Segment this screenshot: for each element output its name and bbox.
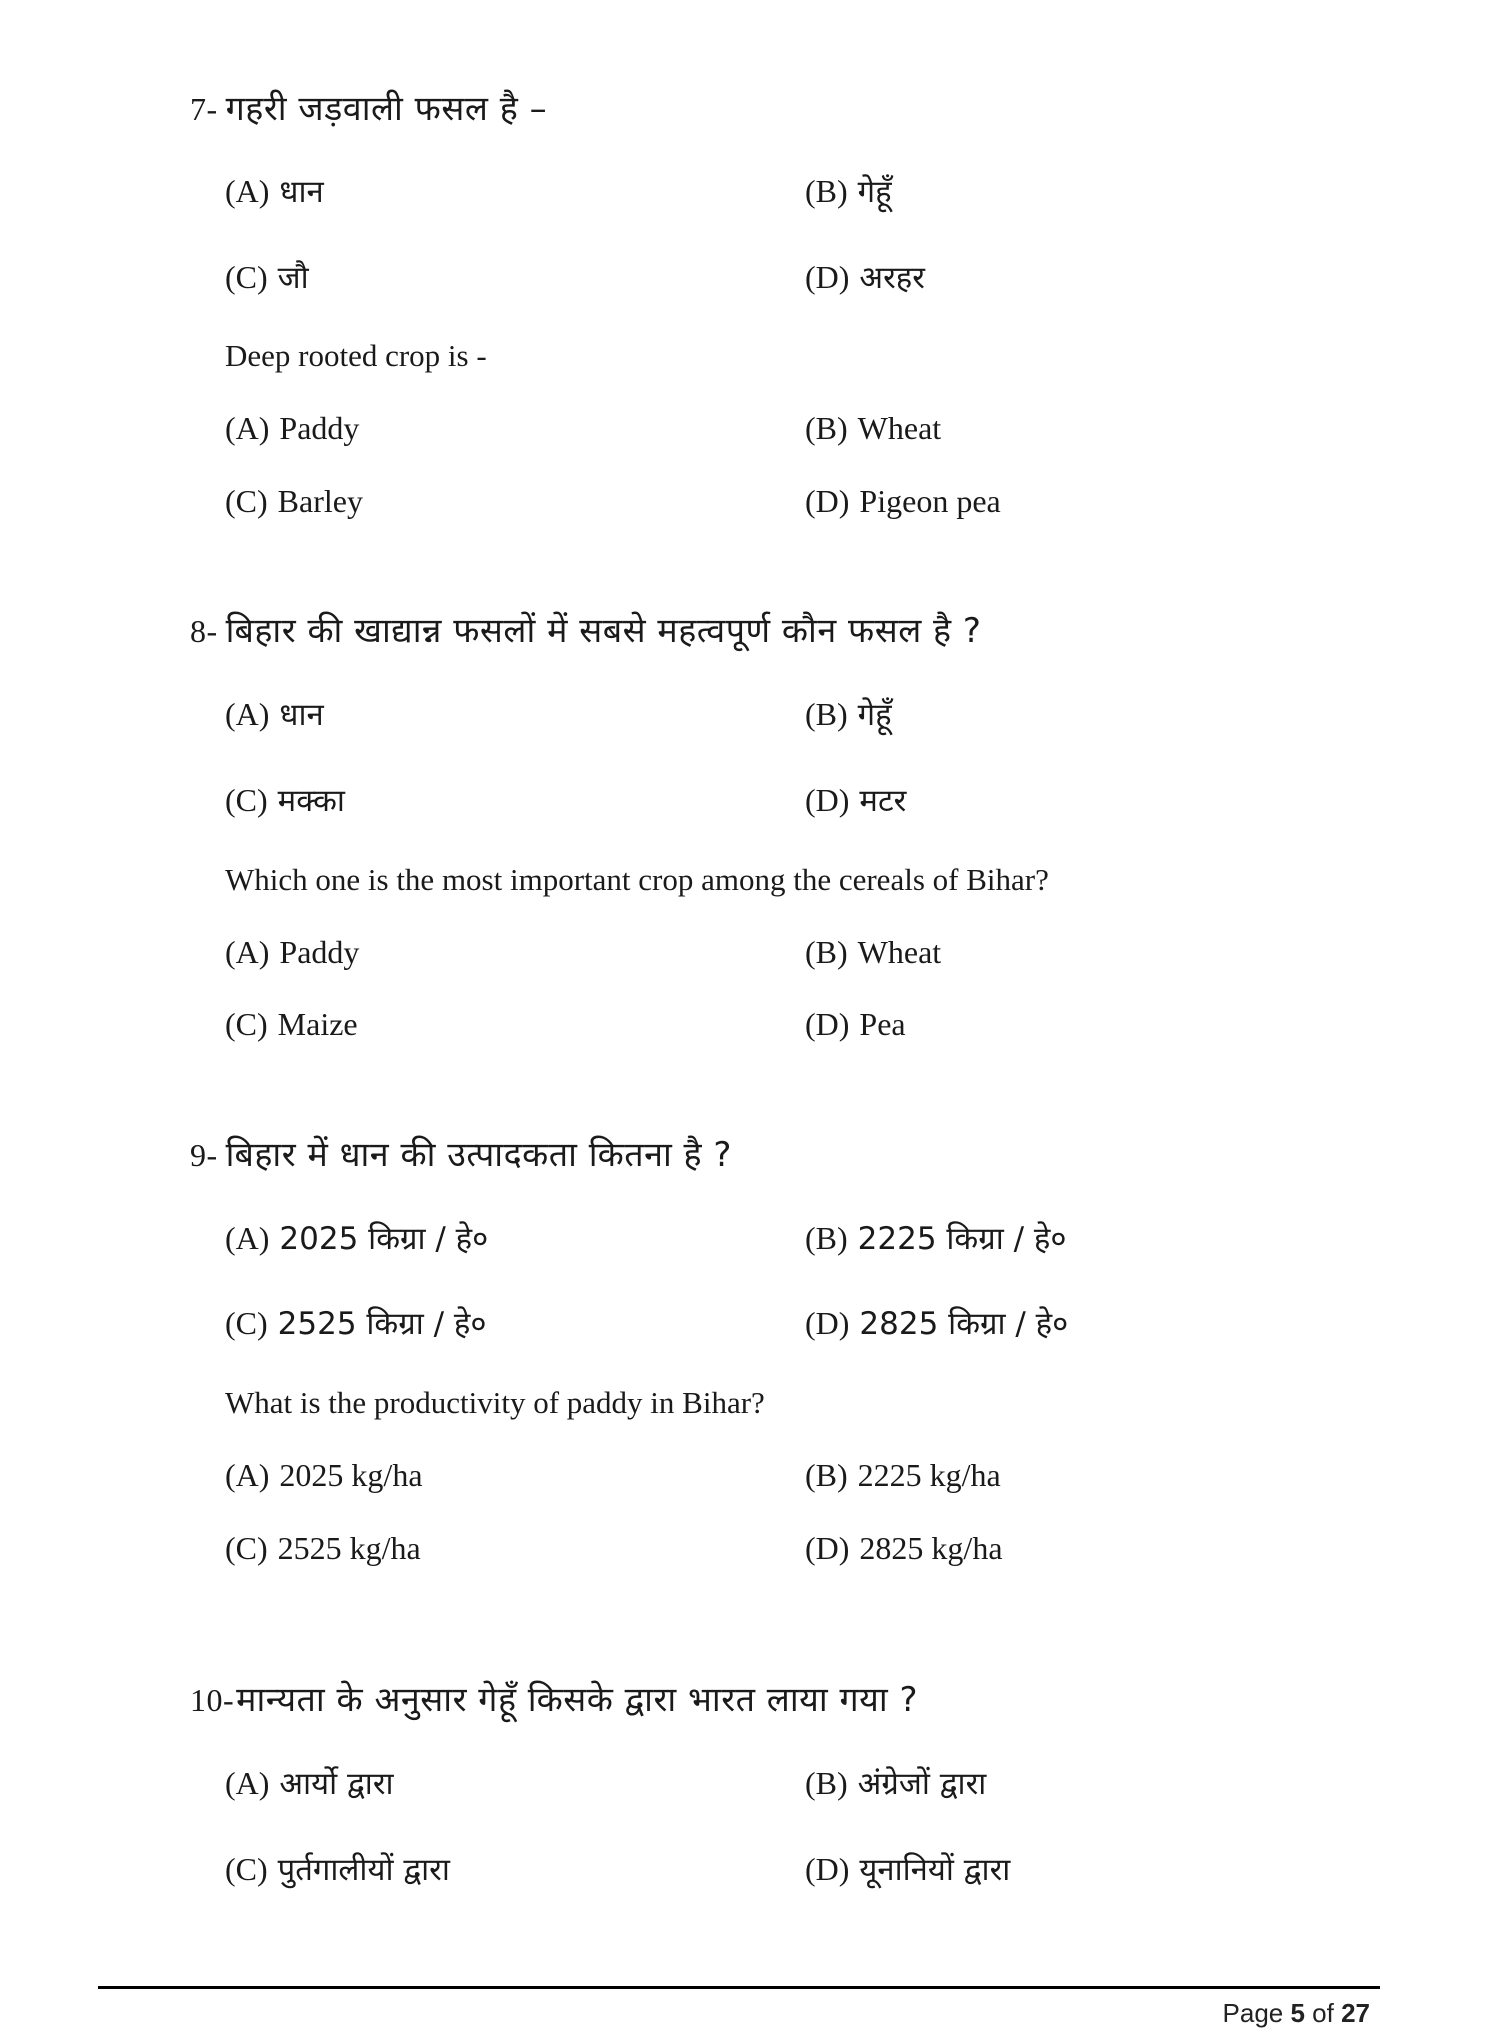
- option-label: (B): [805, 410, 848, 446]
- option-label: (D): [805, 1851, 850, 1887]
- question-text-hindi: मान्यता के अनुसार गेहूँ किसके द्वारा भारत लाया गया ?: [236, 1680, 919, 1720]
- option-b-english: [805, 934, 941, 971]
- option-d-english: [805, 1530, 1003, 1567]
- question-text-hindi: बिहार में धान की उत्पादकता कितना है ?: [225, 1135, 732, 1175]
- option-text: Wheat: [857, 934, 942, 970]
- option-text: गेहूँ: [857, 697, 892, 733]
- option-label: (C): [225, 259, 268, 295]
- option-text: मटर: [859, 783, 907, 819]
- question-number: 7-: [190, 91, 218, 127]
- option-text: 2525 kg/ha: [277, 1530, 421, 1566]
- option-label: (A): [225, 1220, 270, 1256]
- option-text: अरहर: [859, 260, 925, 296]
- option-label: (B): [805, 1457, 848, 1493]
- page-prefix: Page: [1222, 1998, 1291, 2028]
- option-a-hindi: [225, 170, 324, 212]
- option-label: (D): [805, 259, 850, 295]
- option-text: मक्का: [277, 783, 345, 819]
- option-a-english: [225, 934, 359, 971]
- option-label: (C): [225, 1305, 268, 1341]
- option-a-hindi: [225, 1762, 394, 1804]
- option-label: (C): [225, 782, 268, 818]
- option-c-english: [225, 483, 363, 520]
- option-label: (C): [225, 1851, 268, 1887]
- option-label: (D): [805, 483, 850, 519]
- option-text: धान: [279, 174, 324, 210]
- option-text: 2025 kg/ha: [279, 1457, 423, 1493]
- option-label: (B): [805, 173, 848, 209]
- question-title-hindi: [190, 1130, 732, 1176]
- question-title-hindi: [190, 84, 547, 130]
- option-text: Barley: [277, 483, 363, 519]
- option-c-hindi: [225, 1302, 487, 1344]
- option-label: (B): [805, 1220, 848, 1256]
- option-d-english: [805, 1006, 906, 1043]
- question-title-hindi: [190, 606, 981, 652]
- option-text: 2525 किग्रा / हे०: [277, 1306, 487, 1342]
- option-b-english: [805, 410, 941, 447]
- question-text-english: What is the productivity of paddy in Bihar?: [225, 1385, 765, 1420]
- option-label: (A): [225, 934, 270, 970]
- footer-divider: [98, 1986, 1380, 1989]
- option-label: (D): [805, 1530, 850, 1566]
- option-label: (A): [225, 1765, 270, 1801]
- option-label: (C): [225, 483, 268, 519]
- page-number: [1223, 1998, 1370, 2029]
- option-d-hindi: [805, 1848, 1010, 1890]
- option-a-english: [225, 1457, 423, 1494]
- question-text-hindi: बिहार की खाद्यान्न फसलों में सबसे महत्वपूर्ण कौन फसल है ?: [225, 611, 982, 651]
- option-label: (A): [225, 1457, 270, 1493]
- option-text: 2825 kg/ha: [859, 1530, 1003, 1566]
- question-text-english: Deep rooted crop is -: [225, 338, 487, 373]
- option-c-english: [225, 1530, 421, 1567]
- option-b-hindi: [805, 170, 892, 212]
- question-number: 8-: [190, 613, 218, 649]
- option-text: Pigeon pea: [859, 483, 1001, 519]
- option-label: (A): [225, 696, 270, 732]
- option-b-hindi: [805, 1217, 1067, 1259]
- option-label: (D): [805, 1006, 850, 1042]
- option-text: अंग्रेजों द्वारा: [857, 1766, 987, 1802]
- question-number: 9-: [190, 1137, 218, 1173]
- option-text: धान: [279, 697, 324, 733]
- option-text: गेहूँ: [857, 174, 892, 210]
- option-text: Wheat: [857, 410, 942, 446]
- option-d-hindi: [805, 256, 925, 298]
- option-label: (D): [805, 782, 850, 818]
- question-text-english: Which one is the most important crop among the cereals of Bihar?: [225, 862, 1049, 897]
- option-c-english: [225, 1006, 358, 1043]
- option-a-hindi: [225, 1217, 488, 1259]
- page-current: 5: [1290, 1998, 1305, 2028]
- question-text-hindi: गहरी जड़वाली फसल है –: [225, 89, 548, 129]
- option-text: 2225 किग्रा / हे०: [857, 1221, 1067, 1257]
- option-c-hindi: [225, 256, 309, 298]
- option-text: Pea: [859, 1006, 906, 1042]
- option-d-english: [805, 483, 1001, 520]
- option-text: Maize: [277, 1006, 358, 1042]
- option-label: (C): [225, 1530, 268, 1566]
- option-text: पुर्तगालीयों द्वारा: [277, 1852, 450, 1888]
- question-title-hindi: [190, 1675, 918, 1721]
- option-text: जौ: [277, 260, 309, 296]
- option-a-english: [225, 410, 359, 447]
- option-label: (C): [225, 1006, 268, 1042]
- page-of: of: [1304, 1998, 1342, 2028]
- option-text: Paddy: [279, 410, 360, 446]
- question-number: 10-: [190, 1682, 235, 1718]
- option-label: (A): [225, 173, 270, 209]
- option-text: यूनानियों द्वारा: [859, 1852, 1011, 1888]
- option-d-hindi: [805, 1302, 1068, 1344]
- option-b-english: [805, 1457, 1001, 1494]
- option-label: (A): [225, 410, 270, 446]
- option-label: (B): [805, 696, 848, 732]
- option-b-hindi: [805, 693, 892, 735]
- option-a-hindi: [225, 693, 324, 735]
- option-text: 2225 kg/ha: [857, 1457, 1001, 1493]
- option-label: (B): [805, 934, 848, 970]
- option-label: (D): [805, 1305, 850, 1341]
- option-text: आर्यो द्वारा: [279, 1766, 394, 1802]
- option-label: (B): [805, 1765, 848, 1801]
- page-total: 27: [1341, 1998, 1370, 2028]
- option-b-hindi: [805, 1762, 986, 1804]
- option-text: Paddy: [279, 934, 360, 970]
- option-text: 2025 किग्रा / हे०: [279, 1221, 489, 1257]
- option-d-hindi: [805, 779, 906, 821]
- option-c-hindi: [225, 1848, 450, 1890]
- option-text: 2825 किग्रा / हे०: [859, 1306, 1069, 1342]
- option-c-hindi: [225, 779, 345, 821]
